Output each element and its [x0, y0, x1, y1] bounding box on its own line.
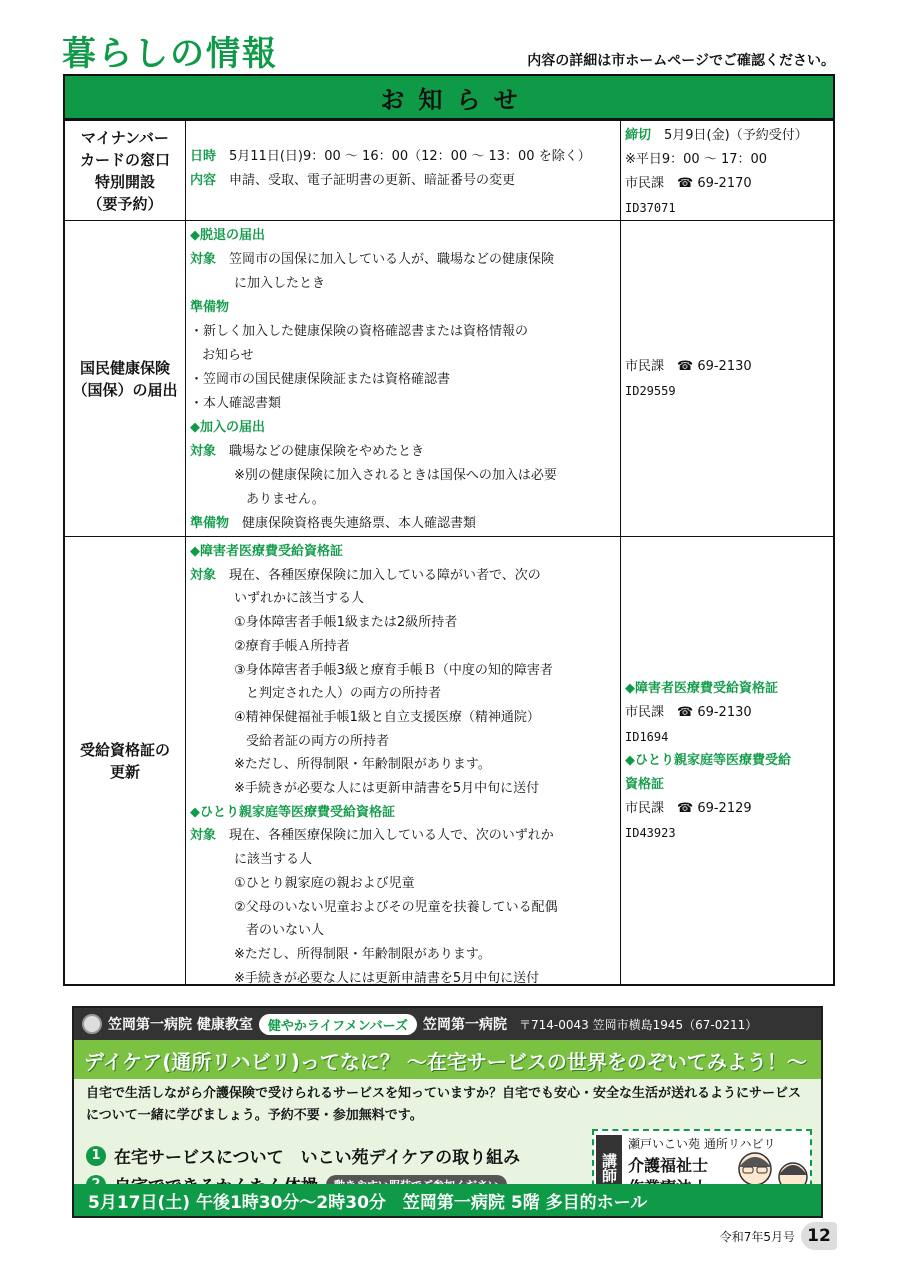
contact-phone: 市民課 ☎ 69-2130 [625, 358, 752, 374]
page-note: 内容の詳細は市ホームページでご確認ください。 [527, 53, 835, 69]
target-text: 現在、各種医療保険に加入している障がい者で、次の [216, 567, 541, 583]
notice-table [63, 74, 835, 986]
detail-label: 日時 [190, 149, 217, 164]
hospital-address: 〒714-0043 笠岡市横島1945（67-0211） [519, 1017, 758, 1032]
seminar-ad [72, 1006, 823, 1218]
list-item: ①ひとり親家庭の親および児童 [234, 875, 415, 891]
prep-item: ・新しく加入した健康保険の資格確認書または資格情報の [190, 324, 529, 339]
seminar-item [86, 1143, 520, 1168]
detail-text: 5月11日(日)9：00 ～ 16：00（12：00 ～ 13：00 を除く） [216, 149, 591, 164]
list-item: ※手続きが必要な人には更新申請書を5月中旬に送付 [234, 781, 540, 797]
target-label: 対象 [190, 567, 217, 583]
prep-text: 健康保険資格喪失連絡票、本人確認書類 [229, 516, 477, 531]
row-title-line: 更新 [109, 762, 140, 781]
prep-item: ・本人確認書類 [190, 396, 282, 411]
hospital-logo-icon [82, 1014, 102, 1034]
list-item: ④精神保健福祉手帳1級と自立支援医療（精神通院） [234, 709, 540, 725]
list-item: ②父母のいない児童およびその児童を扶養している配偶 [234, 899, 558, 915]
contact-phone: 市民課 ☎ 69-2170 [625, 176, 752, 191]
list-item: 受給者証の両方の所持者 [246, 733, 390, 749]
seminar-org: 笠岡第一病院 健康教室 [108, 1017, 253, 1033]
page-id: ID43923 [625, 825, 676, 840]
notice-heading: お知らせ [380, 85, 532, 114]
number-badge: 1 [86, 1146, 106, 1166]
row-detail [186, 221, 621, 536]
target-label: 対象 [190, 828, 217, 844]
target-text: いずれかに該当する人 [234, 591, 365, 607]
seminar-header [74, 1008, 821, 1040]
row-title-line: 特別開設 [94, 172, 155, 191]
target-label: 対象 [190, 444, 217, 459]
lecturer-org: 瀬戸いこい苑 通所リハビリ [628, 1137, 776, 1151]
section-heading: ◆障害者医療費受給資格証 [190, 544, 343, 559]
prep-item: ・笠岡市の国民健康保険証または資格確認書 [190, 372, 451, 387]
hospital-name: 笠岡第一病院 [423, 1017, 508, 1033]
prep-item: お知らせ [202, 348, 254, 363]
row-title [65, 537, 186, 984]
table-row [65, 536, 833, 984]
row-title [65, 121, 186, 220]
row-contact [621, 121, 833, 220]
row-detail [186, 121, 621, 220]
row-detail [186, 537, 621, 984]
section-heading: ◆脱退の届出 [190, 228, 265, 243]
detail-label: 内容 [190, 173, 217, 188]
lecturer-role: 介護福祉士 [628, 1156, 709, 1175]
list-item: ③身体障害者手帳3級と療育手帳Ｂ（中度の知的障害者 [234, 662, 553, 678]
prep-label: 準備物 [190, 516, 230, 531]
page-number: 12 [801, 1222, 837, 1250]
seminar-headline: デイケア(通所リハビリ)ってなに？ ～在宅サービスの世界をのぞいてみよう！～ [74, 1040, 821, 1079]
target-text: に加入したとき [234, 276, 326, 291]
seminar-item-text: 在宅サービスについて いこい苑デイケアの取り組み [114, 1148, 521, 1168]
contact-heading: ◆障害者医療費受給資格証 [625, 680, 778, 696]
target-text: に該当する人 [234, 852, 313, 868]
page-id: ID37071 [625, 201, 676, 215]
list-item: ②療育手帳Ａ所持者 [234, 638, 350, 654]
target-text: 職場などの健康保険をやめたとき [216, 444, 425, 459]
target-label: 対象 [190, 252, 217, 267]
seminar-intro: 自宅で生活しながら介護保険で受けられるサービスを知っていますか？自宅でも安心・安全な生活が送れるようにサービスについて一緒に学びましょう。予約不要・参加無料です。 [86, 1086, 802, 1123]
deadline-label: 締切 [625, 128, 652, 143]
contact-heading: 資格証 [625, 776, 665, 792]
page-id: ID1694 [625, 729, 669, 744]
page-title: 暮らしの情報 [62, 34, 278, 74]
list-item: ※ただし、所得制限・年齢制限があります。 [234, 946, 491, 962]
row-title-line: 受給資格証の [79, 740, 170, 759]
section-heading: ◆ひとり親家庭等医療費受給資格証 [190, 804, 395, 820]
seminar-datetime-venue: 5月17日(土) 午後1時30分～2時30分 笠岡第一病院 5階 多目的ホール [74, 1184, 821, 1216]
row-contact [621, 537, 833, 984]
issue-label: 令和7年5月号 [719, 1230, 795, 1244]
target-text: 笠岡市の国保に加入している人が、職場などの健康保険 [216, 252, 555, 267]
list-item: ※手続きが必要な人には更新申請書を5月中旬に送付 [234, 970, 540, 986]
contact-phone: 市民課 ☎ 69-2130 [625, 704, 752, 720]
section-heading: ◆加入の届出 [190, 420, 265, 435]
page-id: ID29559 [625, 383, 676, 398]
contact-heading: ◆ひとり親家庭等医療費受給 [625, 752, 791, 768]
seminar-pill: 健やかライフメンバーズ [259, 1014, 417, 1035]
row-title-line: マイナンバー [81, 128, 169, 147]
row-title [65, 221, 186, 536]
deadline: 5月9日(金)（予約受付） [651, 128, 808, 143]
weekday-hours: ※平日9：00 ～ 17：00 [625, 152, 768, 167]
row-title-line: （国保）の届出 [72, 380, 178, 399]
row-title-line: カードの窓口 [79, 150, 170, 169]
detail-text: 申請、受取、電子証明書の更新、暗証番号の変更 [216, 173, 516, 188]
list-item: 者のいない人 [246, 923, 325, 939]
list-item: ※ただし、所得制限・年齢制限があります。 [234, 757, 491, 773]
row-title-line: 国民健康保険 [79, 358, 170, 377]
row-title-line: （要予約） [87, 194, 163, 213]
note-text: ありません。 [246, 492, 325, 507]
table-row [65, 220, 833, 536]
notice-header [65, 76, 833, 120]
list-item: ①身体障害者手帳1級または2級所持者 [234, 615, 458, 631]
contact-phone: 市民課 ☎ 69-2129 [625, 800, 752, 816]
row-contact [621, 221, 833, 536]
lecturer-tag-text: 講師 [600, 1153, 618, 1183]
note-text: ※別の健康保険に加入されるときは国保への加入は必要 [234, 468, 557, 483]
table-row [65, 120, 833, 220]
target-text: 現在、各種医療保険に加入している人で、次のいずれか [216, 828, 554, 844]
list-item: と判定された人）の両方の所持者 [246, 686, 442, 702]
prep-label: 準備物 [190, 300, 230, 315]
